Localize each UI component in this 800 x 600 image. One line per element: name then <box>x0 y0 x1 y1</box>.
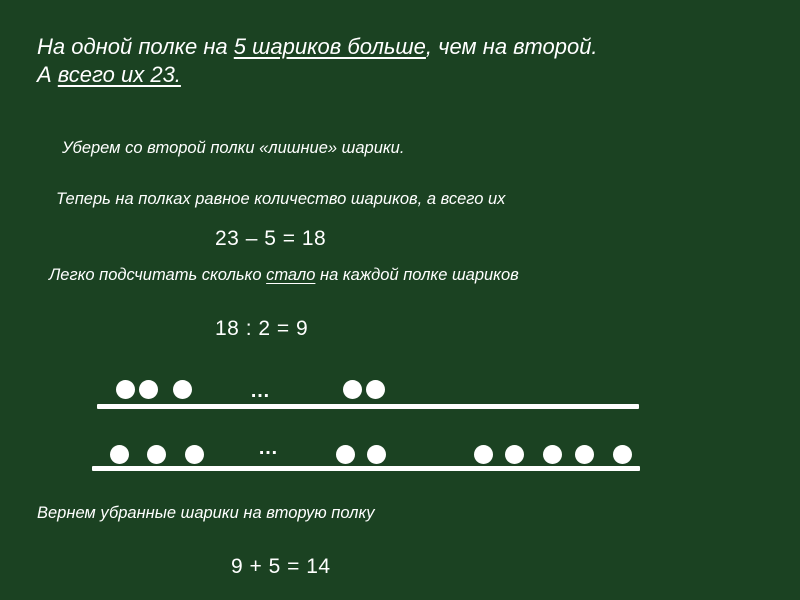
step-equal-now: Теперь на полках равное количество шариков, а всего их <box>56 190 506 208</box>
ball <box>367 445 386 464</box>
ball <box>343 380 362 399</box>
step-easy-count <box>49 266 519 285</box>
ball <box>336 445 355 464</box>
extra-ball <box>575 445 594 464</box>
problem-text: , чем на второй. <box>425 34 598 59</box>
ball <box>147 445 166 464</box>
formula-add: 9 + 5 = 14 <box>231 555 331 578</box>
extra-ball <box>505 445 524 464</box>
extra-ball <box>474 445 493 464</box>
step-text: на каждой полке шариков <box>315 266 519 284</box>
problem-text: На одной полке на <box>37 34 234 59</box>
problem-highlight: 5 шариков больше <box>233 34 426 59</box>
step-remove-extra: Уберем со второй полки «лишние» шарики. <box>62 139 405 157</box>
extra-ball <box>613 445 632 464</box>
ball <box>110 445 129 464</box>
problem-statement-line-1 <box>37 34 598 59</box>
formula-subtract: 23 – 5 = 18 <box>215 227 327 250</box>
formula-divide: 18 : 2 = 9 <box>215 317 309 340</box>
ellipsis-top: … <box>250 380 271 402</box>
step-highlight: стало <box>266 266 316 284</box>
ball <box>185 445 204 464</box>
step-text: Легко подсчитать сколько <box>49 266 267 284</box>
shelf-bottom <box>92 466 640 471</box>
step-return-balls: Вернем убранные шарики на вторую полку <box>37 504 375 522</box>
problem-text: А <box>37 62 58 87</box>
ball <box>173 380 192 399</box>
problem-statement-line-2 <box>37 62 181 87</box>
ball <box>366 380 385 399</box>
problem-highlight: всего их 23. <box>57 62 181 87</box>
ball <box>139 380 158 399</box>
ellipsis-bottom: … <box>258 437 279 459</box>
shelf-top <box>97 404 639 409</box>
extra-ball <box>543 445 562 464</box>
ball <box>116 380 135 399</box>
